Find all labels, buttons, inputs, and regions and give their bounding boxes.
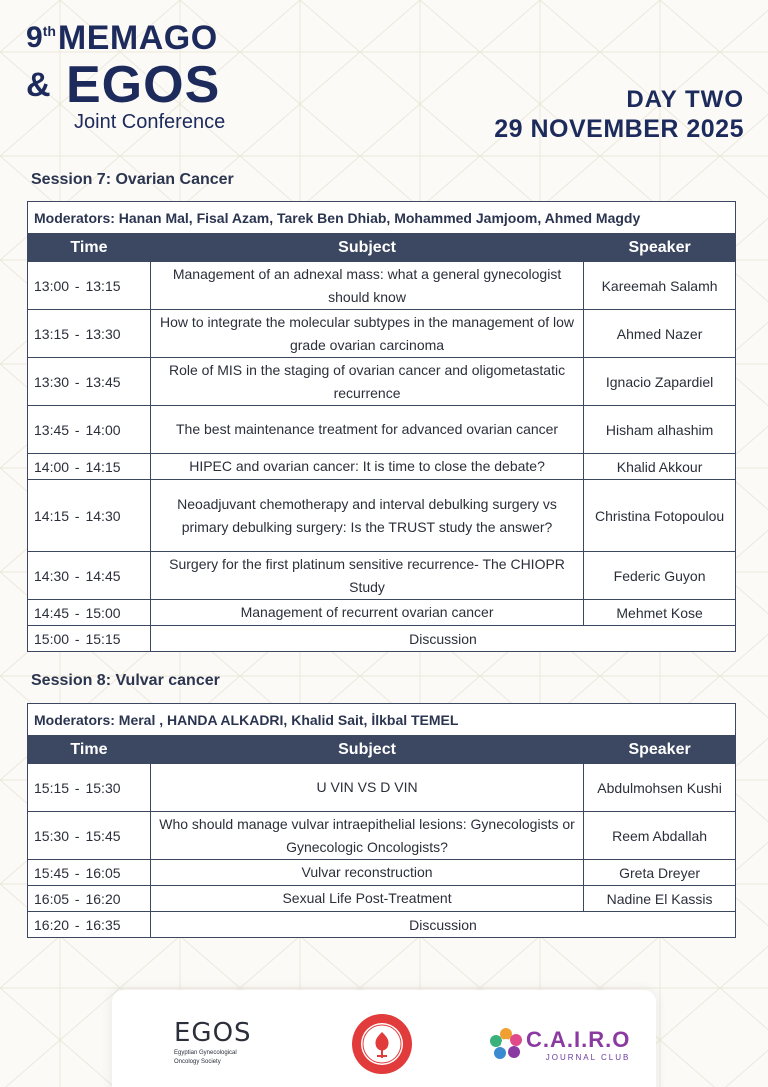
- session-8-table: [27, 703, 736, 938]
- table-row: [28, 358, 736, 406]
- association-seal-icon: [350, 1012, 414, 1076]
- row-time: 14:45 - 15:00: [28, 600, 151, 626]
- row-time: 16:20 - 16:35: [28, 912, 151, 938]
- row-discussion: Discussion: [150, 626, 735, 652]
- row-speaker: Abdulmohsen Kushi: [584, 764, 736, 812]
- egos-logo-word: EGOS: [174, 1018, 252, 1048]
- row-time: 14:00 - 14:15: [28, 454, 151, 480]
- day-title: DAY TWO: [626, 86, 744, 113]
- row-speaker: Kareemah Salamh: [584, 262, 736, 310]
- table-row: [28, 262, 736, 310]
- col-time: Time: [28, 234, 151, 262]
- row-subject: Who should manage vulvar intraepithelial lesions: Gynecologists or Gynecologic Oncologists?: [150, 812, 583, 860]
- session-7-title: Session 7: Ovarian Cancer: [31, 171, 234, 188]
- row-time: 13:00 - 13:15: [28, 262, 151, 310]
- row-subject: Management of recurrent ovarian cancer: [150, 600, 583, 626]
- col-speaker: Speaker: [584, 234, 736, 262]
- row-time: 15:15 - 15:30: [28, 764, 151, 812]
- row-discussion: Discussion: [150, 912, 735, 938]
- table-row: [28, 812, 736, 860]
- row-subject: Neoadjuvant chemotherapy and interval debulking surgery vs primary debulking surgery: Is the TRUST study the answer?: [150, 480, 583, 552]
- sponsor-footer: [112, 990, 656, 1087]
- row-speaker: Federic Guyon: [584, 552, 736, 600]
- day-date: 29 NOVEMBER 2025: [494, 115, 744, 143]
- row-time: 15:45 - 16:05: [28, 860, 151, 886]
- row-time: 13:15 - 13:30: [28, 310, 151, 358]
- table-row: [28, 480, 736, 552]
- row-subject: Vulvar reconstruction: [150, 860, 583, 886]
- table-row: [28, 860, 736, 886]
- table-row: [28, 310, 736, 358]
- discussion-row: [28, 912, 736, 938]
- row-time: 13:45 - 14:00: [28, 406, 151, 454]
- row-speaker: Reem Abdallah: [584, 812, 736, 860]
- row-subject: Management of an adnexal mass: what a general gynecologist should know: [150, 262, 583, 310]
- row-subject: U VIN VS D VIN: [150, 764, 583, 812]
- logo-number: 9: [26, 21, 43, 54]
- table-row: [28, 764, 736, 812]
- conference-logo: [26, 18, 225, 134]
- col-speaker: Speaker: [584, 736, 736, 764]
- row-time: 14:30 - 14:45: [28, 552, 151, 600]
- row-subject: Role of MIS in the staging of ovarian cancer and oligometastatic recurrence: [150, 358, 583, 406]
- session-8-moderators: Moderators: Meral , HANDA ALKADRI, Khalid Sait, İlkbal TEMEL: [28, 704, 736, 736]
- table-row: [28, 600, 736, 626]
- table-row: [28, 454, 736, 480]
- row-subject: How to integrate the molecular subtypes in the management of low grade ovarian carcinoma: [150, 310, 583, 358]
- logo-egos: EGOS: [66, 56, 221, 114]
- row-subject: Surgery for the first platinum sensitive recurrence- The CHIOPR Study: [150, 552, 583, 600]
- egos-logo-sub-1: Egyptian Gynecological: [174, 1050, 237, 1056]
- row-time: 15:30 - 15:45: [28, 812, 151, 860]
- row-speaker: Hisham alhashim: [584, 406, 736, 454]
- table-row: [28, 552, 736, 600]
- col-time: Time: [28, 736, 151, 764]
- egos-logo-sub-2: Oncology Society: [174, 1059, 221, 1065]
- row-subject: The best maintenance treatment for advanced ovarian cancer: [150, 406, 583, 454]
- logo-memago: MEMAGO: [57, 19, 218, 57]
- row-subject: HIPEC and ovarian cancer: It is time to close the debate?: [150, 454, 583, 480]
- row-time: 13:30 - 13:45: [28, 358, 151, 406]
- row-time: 16:05 - 16:20: [28, 886, 151, 912]
- row-speaker: Mehmet Kose: [584, 600, 736, 626]
- row-speaker: Greta Dreyer: [584, 860, 736, 886]
- col-subject: Subject: [150, 736, 583, 764]
- cairo-logo-word: C.A.I.R.O: [526, 1026, 631, 1052]
- logo-suffix: th: [42, 23, 56, 39]
- session-7-table: [27, 201, 736, 652]
- row-time: 14:15 - 14:30: [28, 480, 151, 552]
- day-heading: [494, 86, 744, 144]
- logo-joint-conference: Joint Conference: [74, 111, 226, 133]
- row-speaker: Ignacio Zapardiel: [584, 358, 736, 406]
- session-7-moderators: Moderators: Hanan Mal, Fisal Azam, Tarek Ben Dhiab, Mohammed Jamjoom, Ahmed Magdy: [28, 202, 736, 234]
- row-subject: Sexual Life Post-Treatment: [150, 886, 583, 912]
- row-speaker: Nadine El Kassis: [584, 886, 736, 912]
- discussion-row: [28, 626, 736, 652]
- egos-society-logo: [174, 1018, 264, 1068]
- table-row: [28, 406, 736, 454]
- row-speaker: Christina Fotopoulou: [584, 480, 736, 552]
- logo-ampersand: &: [26, 65, 51, 104]
- col-subject: Subject: [150, 234, 583, 262]
- session-8-title: Session 8: Vulvar cancer: [31, 672, 220, 689]
- cairo-flower-icon: [488, 1026, 524, 1062]
- table-row: [28, 886, 736, 912]
- cairo-journal-club-logo: [488, 1026, 630, 1062]
- row-speaker: Ahmed Nazer: [584, 310, 736, 358]
- row-speaker: Khalid Akkour: [584, 454, 736, 480]
- row-time: 15:00 - 15:15: [28, 626, 151, 652]
- cairo-logo-sub: JOURNAL CLUB: [545, 1052, 631, 1062]
